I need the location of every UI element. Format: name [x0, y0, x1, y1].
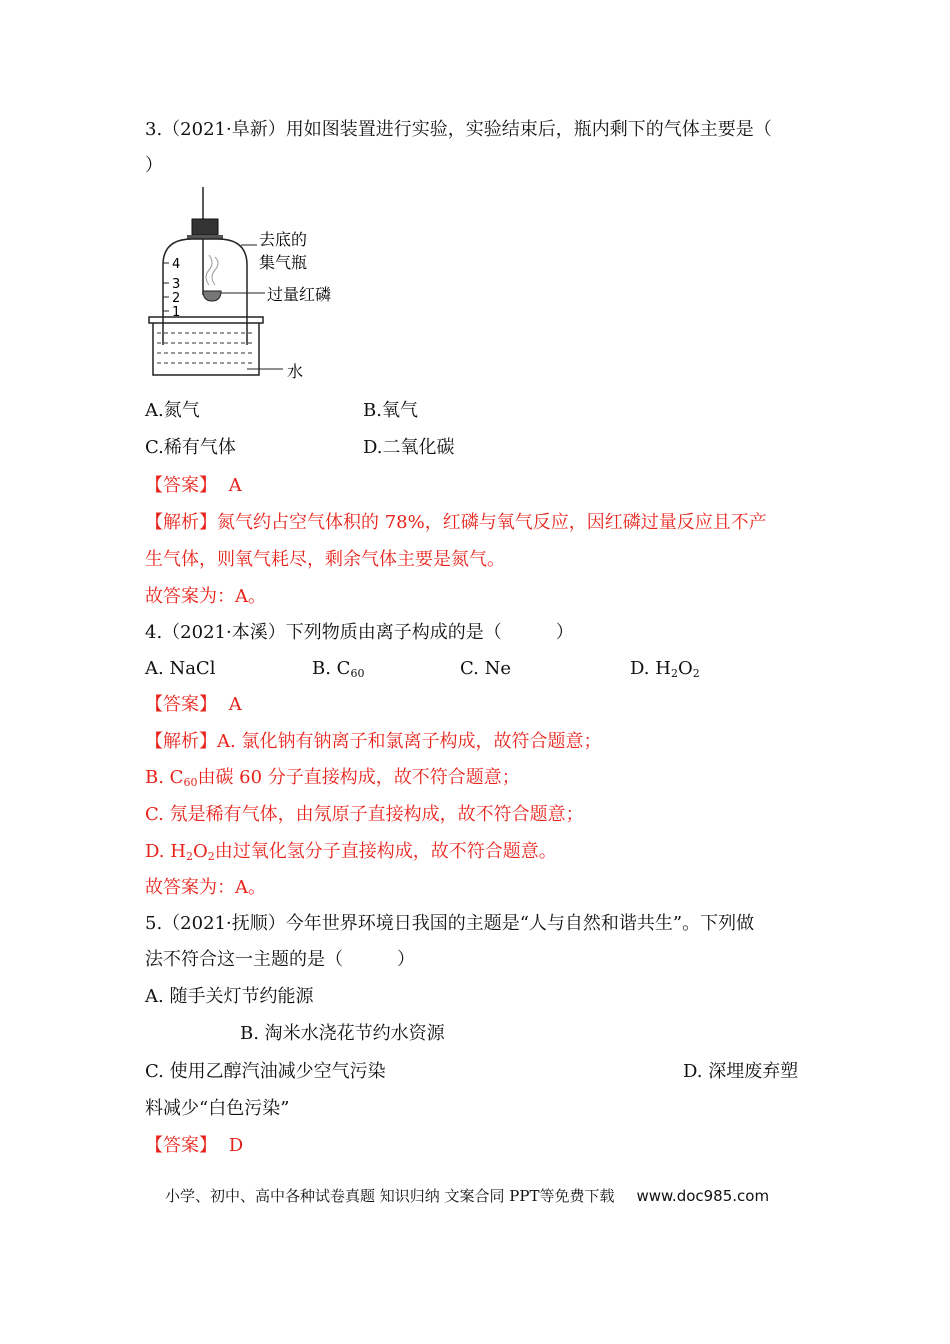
q4-analysis-label: 【解析】 — [145, 731, 217, 752]
q4-conclusion: 故答案为：A。 — [145, 877, 266, 898]
q4-answer-value: A — [228, 694, 242, 715]
q4-option-a: A. NaCl — [145, 658, 216, 679]
q3-answer-label: 【答案】 — [145, 475, 217, 496]
q3-scale-2: 2 — [172, 291, 181, 306]
q5-option-d: D. 深埋废弃塑 — [683, 1061, 799, 1082]
footer-url[interactable]: www.doc985.com — [636, 1187, 770, 1205]
q4-analysis-d: D. $H_2O_2$由过氧化氢分子直接构成，故不符合题意。 — [145, 841, 557, 863]
q4-option-c: C. Ne — [460, 658, 511, 679]
q3-conclusion: 故答案为：A。 — [145, 586, 266, 607]
q3-options-row2 — [145, 436, 455, 460]
q3-option-b: B.氧气 — [363, 400, 418, 421]
q4-answer — [145, 693, 242, 717]
q3-scale-1: 1 — [172, 305, 181, 320]
q3-scale-3: 3 — [172, 277, 181, 292]
q5-answer-value: D — [228, 1135, 244, 1156]
q3-option-a: A.氮气 — [145, 400, 200, 421]
q3-option-c: C.稀有气体 — [145, 437, 236, 458]
q5-option-c: C. 使用乙醇汽油减少空气污染 — [145, 1061, 386, 1082]
page-footer — [165, 1186, 769, 1206]
q3-analysis-line2: 生气体，则氧气耗尽，剩余气体主要是氮气。 — [145, 549, 505, 570]
q5-stem-line1: 5.（2021·抚顺）今年世界环境日我国的主题是“人与自然和谐共生”。下列做 — [145, 913, 755, 934]
q3-label-jar-1: 去底的 — [259, 230, 308, 249]
q5-option-d-cont: 料减少“白色污染” — [145, 1098, 290, 1119]
q4-analysis-b: B. $C_{60}$由碳 60 分子直接构成，故不符合题意； — [145, 767, 520, 789]
q4-analysis-a-text: A. 氯化钠有钠离子和氯离子构成，故符合题意； — [217, 731, 602, 752]
q5-stem-line2: 法不符合这一主题的是（ ） — [145, 949, 415, 970]
q4-stem: 4.（2021·本溪）下列物质由离子构成的是（ ） — [145, 622, 574, 643]
q3-stem-line1: 3.（2021·阜新）用如图装置进行实验，实验结束后，瓶内剩下的气体主要是（ — [145, 119, 772, 140]
q4-answer-label: 【答案】 — [145, 694, 217, 715]
q4-option-b: B. $C_{60}$ — [312, 658, 365, 680]
q3-label-phosphorus: 过量红磷 — [267, 285, 332, 304]
q3-answer — [145, 474, 242, 498]
q4-option-d: D. $H_2O_2$ — [630, 658, 700, 680]
q5-answer — [145, 1134, 243, 1158]
footer-text: 小学、初中、高中各种试卷真题 知识归纳 文案合同 PPT等免费下载 — [165, 1187, 615, 1205]
q4-analysis-c: C. 氖是稀有气体，由氖原子直接构成，故不符合题意； — [145, 804, 584, 825]
q3-apparatus-figure — [145, 185, 355, 385]
q3-scale-4: 4 — [172, 257, 181, 272]
q3-label-jar-2: 集气瓶 — [259, 253, 308, 272]
q3-analysis-line1 — [145, 511, 767, 535]
q3-answer-value: A — [228, 475, 242, 496]
q3-label-water: 水 — [287, 362, 304, 381]
q4-options — [145, 657, 700, 681]
q5-answer-label: 【答案】 — [145, 1135, 217, 1156]
q3-analysis-label: 【解析】 — [145, 512, 217, 533]
q4-analysis-a — [145, 730, 601, 754]
q5-options-row-cd — [145, 1060, 799, 1084]
q5-option-b: B. 淘米水浇花节约水资源 — [240, 1023, 445, 1044]
q3-options-row1 — [145, 399, 418, 423]
q5-option-a: A. 随手关灯节约能源 — [145, 986, 314, 1007]
q3-stem-line2: ） — [145, 155, 163, 176]
q3-option-d: D.二氧化碳 — [363, 437, 455, 458]
q3-analysis-text1: 氮气约占空气体积的 78%，红磷与氧气反应，因红磷过量反应且不产 — [217, 512, 767, 533]
